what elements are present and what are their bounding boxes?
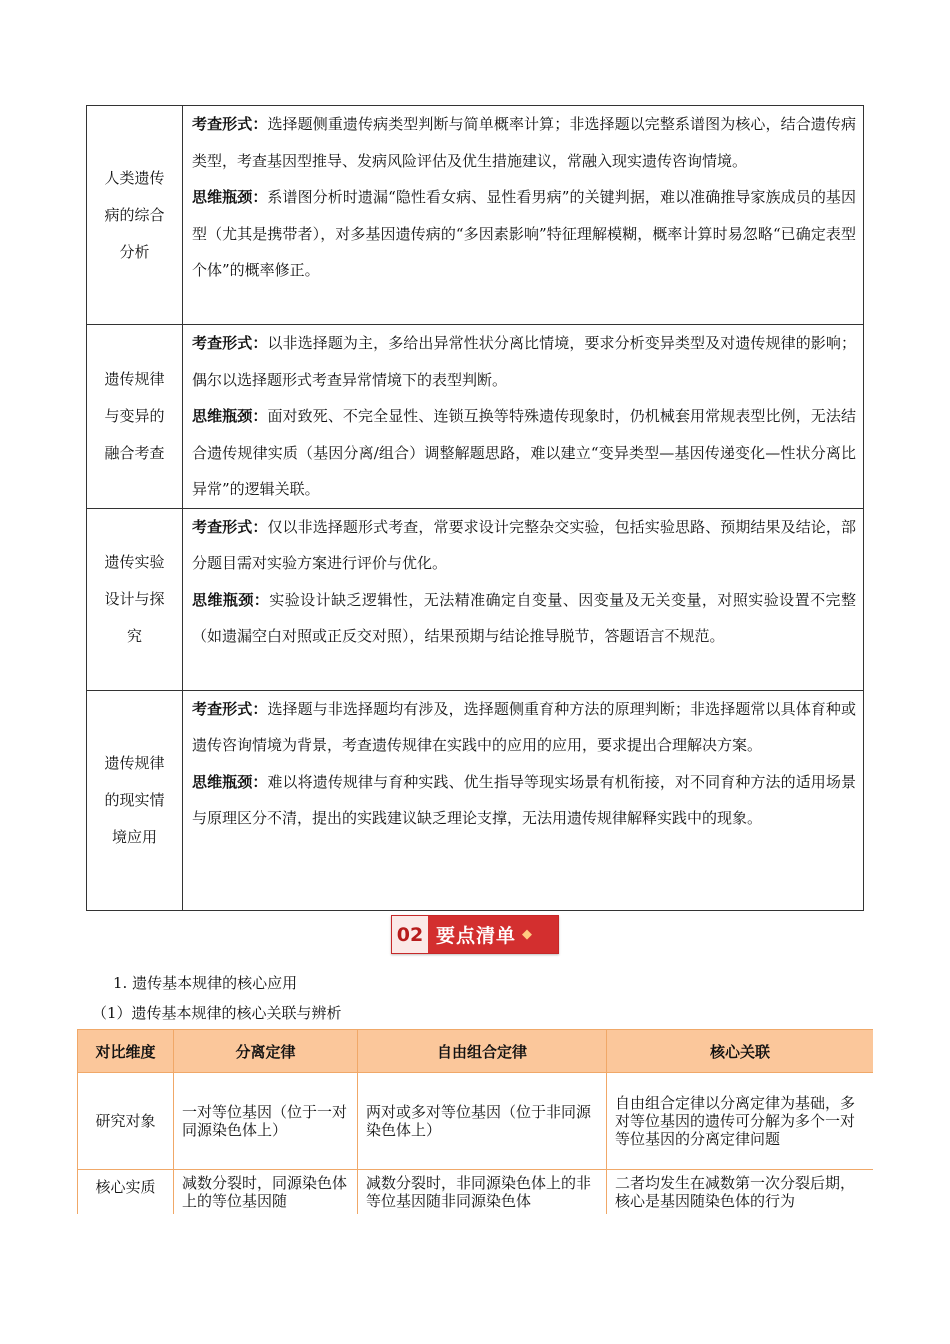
- row-description: [183, 325, 864, 509]
- header-cell: 分离定律: [174, 1030, 358, 1073]
- section-badge: [391, 915, 559, 954]
- form-text: 以非选择题为主，多给出异常性状分离比情境，要求分析变异类型及对遗传规律的影响；偶尔以选择题形式考查异常情境下的表型判断。: [192, 334, 856, 389]
- row-description: [183, 690, 864, 910]
- diamond-icon: ◆: [522, 927, 534, 942]
- comparison-table: [77, 1029, 873, 1214]
- heading-level-2: （1）遗传基本规律的核心关联与辨析: [92, 1004, 342, 1022]
- table-cell: 二者均发生在减数第一次分裂后期，核心是基因随染色体的行为: [607, 1170, 874, 1215]
- section-number: 02: [392, 916, 428, 953]
- comparison-table-wrapper: [77, 1029, 873, 1214]
- difficulty-text: 系谱图分析时遗漏“隐性看女病、显性看男病”的关键判据，难以准确推导家族成员的基因型（尤其是携带者），对多基因遗传病的“多因素影响”特征理解模糊，概率计算时易忽略“已确定表型个体”的概率修正。: [192, 188, 856, 279]
- form-text: 仅以非选择题形式考查，常要求设计完整杂交实验，包括实验思路、预期结果及结论，部分题目需对实验方案进行评价与优化。: [192, 517, 856, 572]
- difficulty-text: 面对致死、不完全显性、连锁互换等特殊遗传现象时，仍机械套用常规表型比例，无法结合遗传规律实质（基因分离/组合）调整解题思路，难以建立“变异类型—基因传递变化—性状分离比异常”的逻辑关联。: [192, 407, 856, 498]
- row-description: [183, 508, 864, 690]
- table-cell: 减数分裂时，非同源染色体上的非等位基因随非同源染色体: [358, 1170, 607, 1215]
- row-label: 人类遗传病的综合分析: [87, 106, 183, 325]
- table-row: [78, 1170, 874, 1215]
- exam-analysis-table: [86, 105, 864, 911]
- table-cell: 两对或多对等位基因（位于非同源染色体上）: [358, 1073, 607, 1170]
- difficulty-text: 难以将遗传规律与育种实践、优生指导等现实场景有机衔接，对不同育种方法的适用场景与原理区分不清，提出的实践建议缺乏理论支撑，无法用遗传规律解释实践中的现象。: [192, 772, 856, 827]
- difficulty-label: 思维瓶颈：: [192, 590, 270, 609]
- difficulty-text: 实验设计缺乏逻辑性，无法精准确定自变量、因变量及无关变量，对照实验设置不完整（如遗漏空白对照或正反交对照），结果预期与结论推导脱节，答题语言不规范。: [192, 590, 856, 645]
- header-cell: 核心关联: [607, 1030, 874, 1073]
- table-row: [87, 106, 864, 325]
- row-label: 遗传实验设计与探究: [87, 508, 183, 690]
- table-cell: 自由组合定律以分离定律为基础，多对等位基因的遗传可分解为多个一对等位基因的分离定律问题: [607, 1073, 874, 1170]
- table-cell: 一对等位基因（位于一对同源染色体上）: [174, 1073, 358, 1170]
- heading-level-1: 1. 遗传基本规律的核心应用: [113, 974, 298, 992]
- header-cell: 对比维度: [78, 1030, 174, 1073]
- form-label: 考查形式：: [192, 115, 268, 133]
- row-description: [183, 106, 864, 325]
- form-text: 选择题侧重遗传病类型判断与简单概率计算；非选择题以完整系谱图为核心，结合遗传病类型，考查基因型推导、发病风险评估及优生措施建议，常融入现实遗传咨询情境。: [192, 115, 856, 170]
- row-label: 遗传规律的现实情境应用: [87, 690, 183, 910]
- table-cell: 减数分裂时，同源染色体上的等位基因随: [174, 1170, 358, 1215]
- difficulty-label: 思维瓶颈：: [192, 407, 268, 425]
- table-header-row: [78, 1030, 874, 1073]
- form-text: 选择题与非选择题均有涉及，选择题侧重育种方法的原理判断；非选择题常以具体育种或遗传咨询情境为背景，考查遗传规律在实践中的应用的应用，要求提出合理解决方案。: [192, 699, 856, 754]
- table-row: [78, 1073, 874, 1170]
- table-row: [87, 690, 864, 910]
- table-cell: 核心实质: [78, 1170, 174, 1215]
- form-label: 考查形式：: [192, 334, 268, 352]
- form-label: 考查形式：: [192, 517, 268, 536]
- table-cell: 研究对象: [78, 1073, 174, 1170]
- row-label: 遗传规律与变异的融合考查: [87, 325, 183, 509]
- difficulty-label: 思维瓶颈：: [192, 188, 268, 206]
- table-row: [87, 508, 864, 690]
- form-label: 考查形式：: [192, 699, 268, 718]
- header-cell: 自由组合定律: [358, 1030, 607, 1073]
- section-title: 要点清单: [436, 925, 517, 947]
- table-row: [87, 325, 864, 509]
- difficulty-label: 思维瓶颈：: [192, 772, 268, 791]
